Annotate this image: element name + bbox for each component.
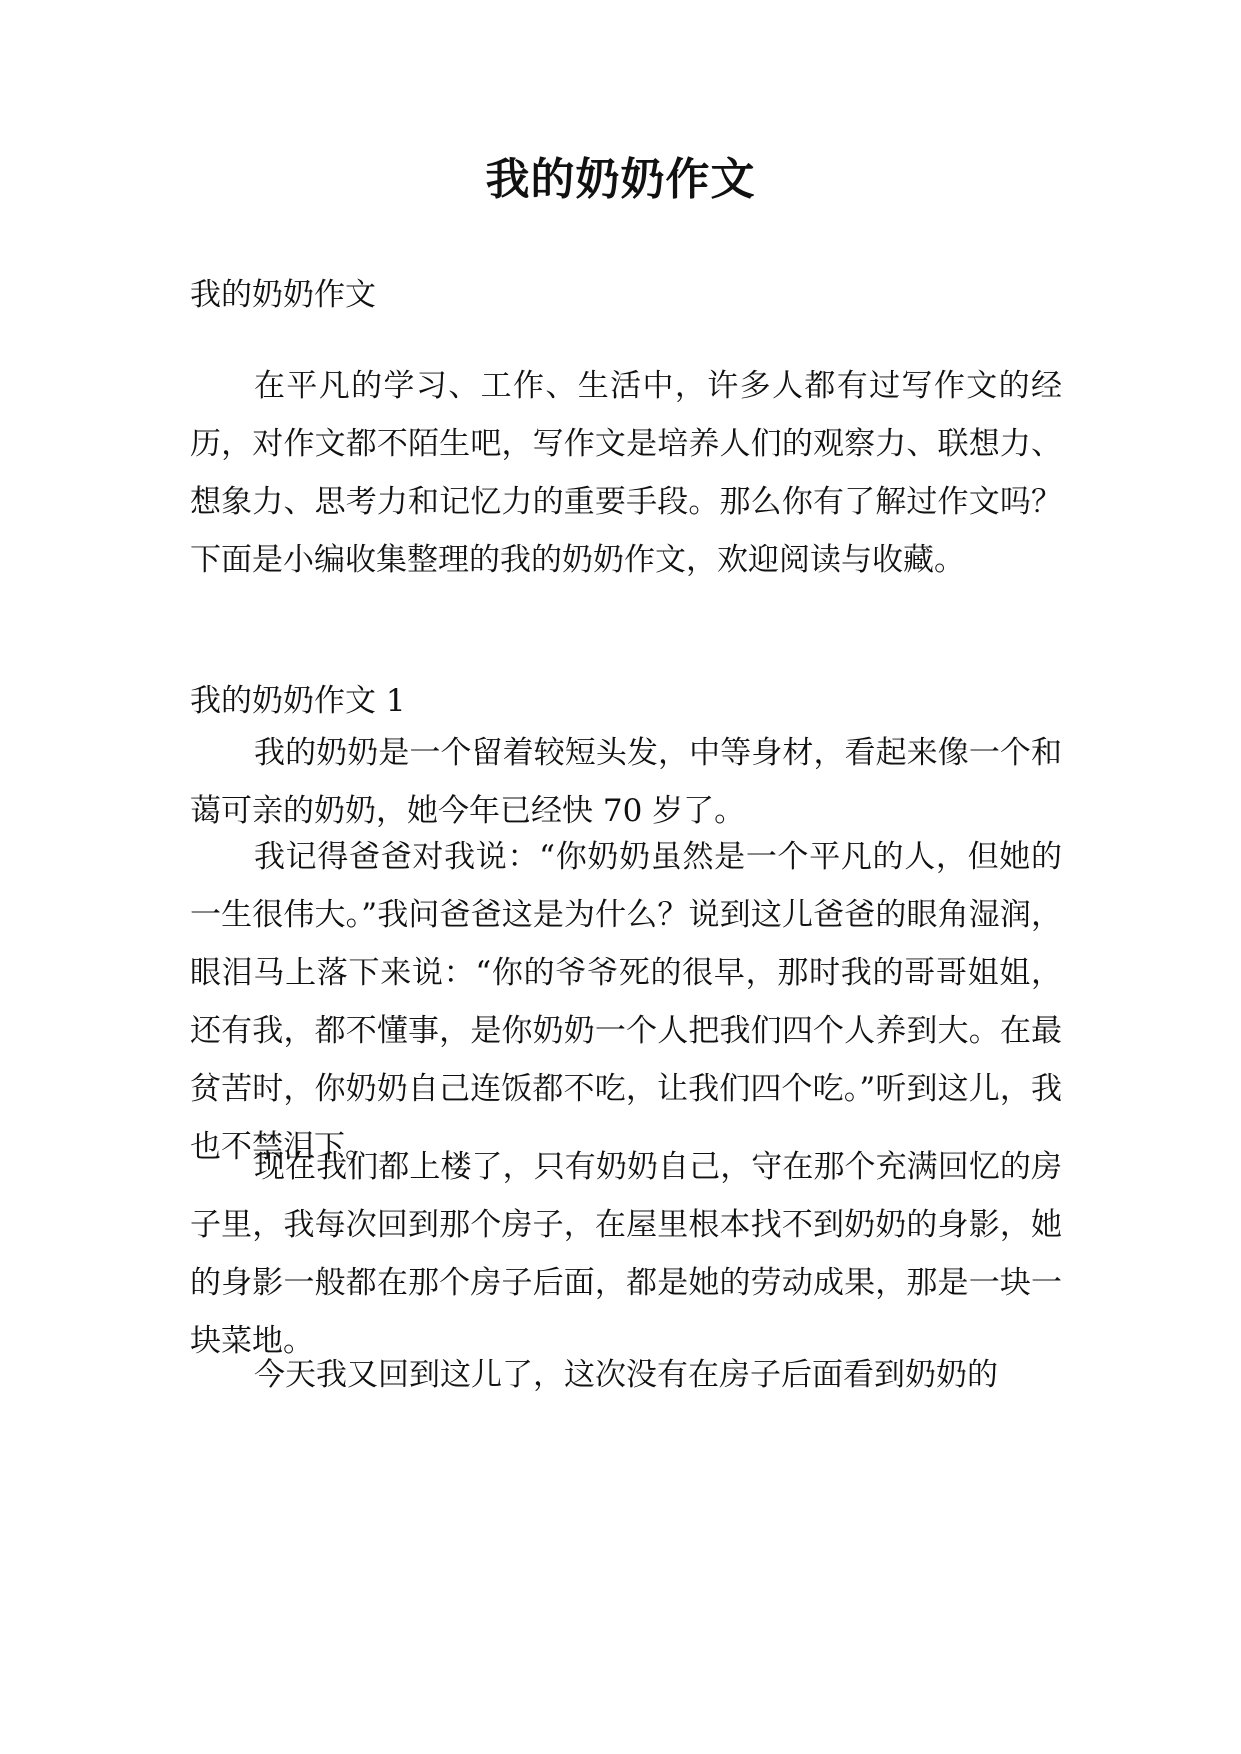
body-paragraph: 我的奶奶是一个留着较短头发，中等身材，看起来像一个和蔼可亲的奶奶，她今年已经快 70 岁了。 (190, 735, 1062, 829)
body-paragraph: 现在我们都上楼了，只有奶奶自己，守在那个充满回忆的房子里，我每次回到那个房子，在屋里根本找不到奶奶的身影，她的身影一般都在那个房子后面，都是她的劳动成果，那是一块一块菜地。 (190, 1149, 1062, 1359)
body-paragraph: 今天我又回到这儿了，这次没有在房子后面看到奶奶的 (254, 1357, 998, 1393)
body-paragraph: 我记得爸爸对我说：“你奶奶虽然是一个平凡的人，但她的一生很伟大。”我问爸爸这是为什么？说到这儿爸爸的眼角湿润，眼泪马上落下来说：“你的爷爷死的很早，那时我的哥哥姐姐，还有我，都不懂事，是你奶奶一个人把我们四个人养到大。在最贫苦时，你奶奶自己连饭都不吃，让我们四个吃。”听到这儿，我也不禁泪下。 (190, 839, 1062, 1165)
section-heading: 我的奶奶作文 1 (190, 683, 406, 719)
document-subtitle: 我的奶奶作文 (190, 277, 376, 313)
intro-paragraph: 在平凡的学习、工作、生活中，许多人都有过写作文的经历，对作文都不陌生吧，写作文是培养人们的观察力、联想力、想象力、思考力和记忆力的重要手段。那么你有了解过作文吗？下面是小编收集整理的我的奶奶作文，欢迎阅读与收藏。 (190, 368, 1062, 578)
document-title: 我的奶奶作文 (485, 154, 756, 205)
